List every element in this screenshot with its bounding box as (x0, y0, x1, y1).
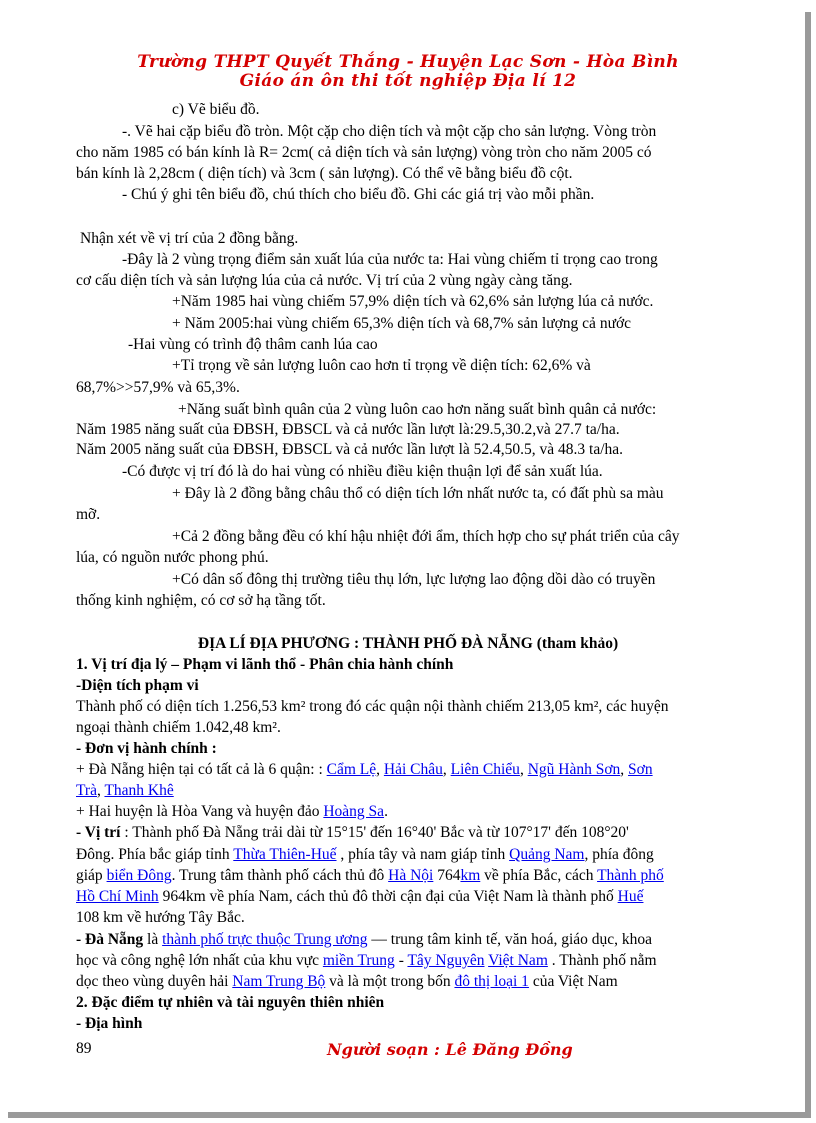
remark-line: +Năm 1985 hai vùng chiếm 57,9% diện tích và 62,6% sản lượng lúa cả nước. (172, 293, 654, 310)
remarks-title: Nhận xét về vị trí của 2 đồng bằng. (80, 230, 299, 247)
districts-prefix: + Đà Nẵng hiện tại có tất cả là 6 quận: : (76, 761, 327, 778)
remark-line: 68,7%>>57,9% và 65,3%. (76, 379, 240, 396)
header-subject: Giáo án ôn thi tốt nghiệp Địa lí 12 (239, 71, 577, 91)
remark-line: +Cả 2 đồng bằng đều có khí hậu nhiệt đới ẩm, thích hợp cho sự phát triển của cây (172, 528, 680, 545)
text: học và công nghệ lớn nhất của khu vực (76, 952, 323, 969)
remark-line: Năm 1985 năng suất của ĐBSH, ĐBSCL và cả nước lần lượt là:29.5,30.2,và 27.7 ta/ha. (76, 421, 620, 438)
link-son-tra-part2[interactable]: Trà (76, 782, 97, 799)
text: và là một trong bốn (325, 973, 455, 990)
text: . Thành phố nằm (547, 952, 657, 969)
counties-prefix: + Hai huyện là Hòa Vang và huyện đảo (76, 803, 324, 820)
text: về phía Bắc, cách (480, 867, 598, 884)
admin-heading: - Đơn vị hành chính : (76, 740, 217, 757)
danang-line-2 (76, 951, 657, 971)
link-hai-chau[interactable]: Hải Châu (383, 761, 443, 778)
page-shadow-right (805, 12, 811, 1118)
text: 964km về phía Nam, cách thủ đô thời cận đại của Việt Nam là thành phố (158, 888, 618, 905)
link-mien-trung[interactable]: miền Trung (322, 952, 395, 969)
area-line: Thành phố có diện tích 1.256,53 km² trong đó các quận nội thành chiếm 213,05 km², các huyện (76, 698, 669, 715)
position-text: : Thành phố Đà Nẵng trải dài từ 15°15' đến 16°40' Bắc và từ 107°17' đến 108°20' (120, 824, 629, 841)
link-lien-chieu[interactable]: Liên Chiểu (450, 761, 520, 778)
remark-line: + Năm 2005:hai vùng chiếm 65,3% diện tích và 68,7% sản lượng cả nước (172, 315, 632, 332)
danang-line-1 (76, 930, 652, 950)
text: Đông. Phía bắc giáp tỉnh (76, 846, 234, 863)
position-line-2 (76, 845, 654, 865)
link-cam-le[interactable]: Cẩm Lệ (326, 761, 377, 778)
footer-author: Người soạn : Lê Đăng Đồng (327, 1040, 573, 1059)
text: của Việt Nam (528, 973, 618, 990)
part-c-title: c) Vẽ biểu đồ. (172, 101, 260, 118)
position-line-4 (76, 887, 643, 907)
link-ha-noi[interactable]: Hà Nội (388, 867, 434, 884)
danang-heading: - Đà Nẵng (76, 931, 144, 948)
local-geo-title: ĐỊA LÍ ĐỊA PHƯƠNG : THÀNH PHỐ ĐÀ NẴNG (tham khảo) (197, 635, 619, 652)
text: . Trung tâm thành phố cách thủ đô (171, 867, 389, 884)
remark-line: +Có dân số đông thị trường tiêu thụ lớn, lực lượng lao động dồi dào có truyền (172, 571, 656, 588)
section-1-heading: 1. Vị trí địa lý – Phạm vi lãnh thổ - Phân chia hành chính (76, 656, 454, 673)
counties-line: + Hai huyện là Hòa Vang và huyện đảo Hoàng Sa. (76, 803, 388, 820)
paragraph-line: cho năm 1985 có bán kính là R= 2cm( cả diện tích và sản lượng) vòng tròn cho năm 2005 có (76, 144, 652, 161)
link-do-thi-loai-1[interactable]: đô thị loại 1 (454, 973, 529, 990)
link-hue[interactable]: Huế (617, 888, 644, 905)
link-hoang-sa[interactable]: Hoàng Sa (323, 803, 385, 820)
position-line-5: 108 km về hướng Tây Bắc. (76, 909, 245, 926)
text: - (394, 952, 408, 969)
text: , phía tây và nam giáp tỉnh (336, 846, 510, 863)
districts-line: + Đà Nẵng hiện tại có tất cả là 6 quận: : Cẩm Lệ, Hải Châu, Liên Chiểu, Ngũ Hành Sơn, Sơn (76, 761, 653, 778)
link-ngu-hanh-son[interactable]: Ngũ Hành Sơn (527, 761, 621, 778)
area-line: ngoại thành chiếm 1.042,48 km². (76, 719, 281, 736)
link-bien-dong[interactable]: biển Đông (106, 867, 172, 884)
header-school: Trường THPT Quyết Thắng - Huyện Lạc Sơn - Hòa Bình (137, 52, 679, 72)
position-line-3 (76, 866, 664, 886)
terrain-heading: - Địa hình (76, 1015, 143, 1032)
remark-line: cơ cấu diện tích và sản lượng lúa của cả nước. Vị trí của 2 vùng ngày càng tăng. (76, 272, 573, 289)
section-2-heading: 2. Đặc điểm tự nhiên và tài nguyên thiên nhiên (76, 994, 385, 1011)
danang-line-3 (76, 972, 618, 992)
districts-line-2: Trà, Thanh Khê (76, 782, 174, 799)
link-thanh-pho[interactable]: Thành phố (597, 867, 664, 884)
link-nam-trung-bo[interactable]: Nam Trung Bộ (232, 973, 326, 990)
remark-line: -Đây là 2 vùng trọng điểm sản xuất lúa của nước ta: Hai vùng chiếm tỉ trọng cao trong (122, 251, 658, 268)
page-shadow-bottom (8, 1112, 811, 1118)
position-heading: - Vị trí (76, 824, 121, 841)
text: giáp (76, 867, 107, 884)
link-quang-nam[interactable]: Quảng Nam (509, 846, 585, 863)
link-thanh-khe[interactable]: Thanh Khê (104, 782, 174, 799)
text: là (143, 931, 163, 948)
remark-line: Năm 2005 năng suất của ĐBSH, ĐBSCL và cả nước lần lượt là 52.4,50.5, và 48.3 ta/ha. (76, 441, 624, 458)
text: — trung tâm kinh tế, văn hoá, giáo dục, khoa (367, 931, 653, 948)
link-viet-nam[interactable]: Việt Nam (488, 952, 548, 969)
page-number: 89 (76, 1040, 92, 1057)
remark-line: +Tỉ trọng về sản lượng luôn cao hơn tỉ trọng về diện tích: 62,6% và (172, 357, 591, 374)
text: dọc theo vùng duyên hải (76, 973, 233, 990)
link-km[interactable]: km (460, 867, 481, 884)
link-thanh-pho-truc-thuoc[interactable]: thành phố trực thuộc Trung ương (162, 931, 368, 948)
paragraph-line: bán kính là 2,28cm ( diện tích) và 3cm ( sản lượng). Có thể vẽ bằng biểu đồ cột. (76, 165, 573, 182)
remark-line: -Hai vùng có trình độ thâm canh lúa cao (128, 336, 378, 353)
link-son-tra-part1[interactable]: Sơn (628, 761, 653, 778)
link-thua-thien-hue[interactable]: Thừa Thiên-Huế (233, 846, 337, 863)
link-ho-chi-minh[interactable]: Hồ Chí Minh (76, 888, 159, 905)
remark-line: lúa, có nguồn nước phong phú. (76, 549, 269, 566)
remark-line: + Đây là 2 đồng bằng châu thổ có diện tích lớn nhất nước ta, có đất phù sa màu (172, 485, 664, 502)
text: 764 (433, 867, 461, 884)
remark-line: +Năng suất bình quân của 2 vùng luôn cao hơn năng suất bình quân cả nước: (178, 401, 657, 418)
remark-line: mỡ. (76, 506, 101, 523)
text: , phía đông (584, 846, 654, 863)
link-tay-nguyen[interactable]: Tây Nguyên (407, 952, 485, 969)
remark-line: -Có được vị trí đó là do hai vùng có nhiều điều kiện thuận lợi để sản xuất lúa. (122, 463, 603, 480)
paragraph-line: - Chú ý ghi tên biểu đồ, chú thích cho biểu đồ. Ghi các giá trị vào mỗi phần. (122, 186, 595, 203)
paragraph-line: -. Vẽ hai cặp biểu đồ tròn. Một cặp cho diện tích và một cặp cho sản lượng. Vòng tròn (122, 123, 657, 140)
position-line-1 (76, 823, 629, 843)
area-heading: -Diện tích phạm vi (76, 677, 199, 694)
remark-line: thống kinh nghiệm, có cơ sở hạ tầng tốt. (76, 592, 326, 609)
